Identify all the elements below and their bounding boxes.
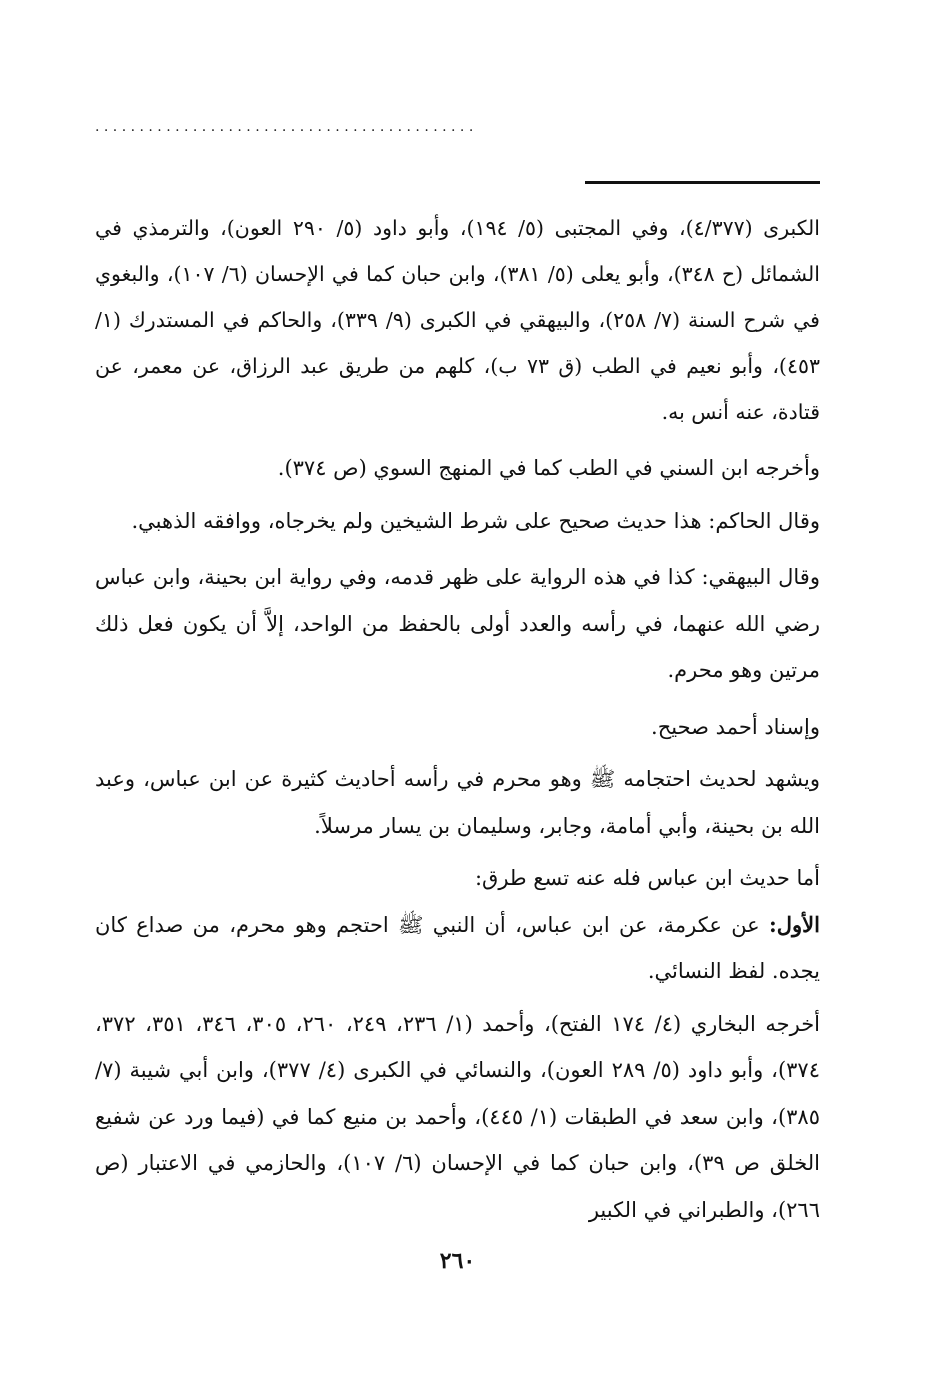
paragraph-takhrij: أخرجه البخاري (٤/ ١٧٤ الفتح)، وأحمد (١/ ٢٣٦، ٢٤٩، ٢٦٠، ٣٠٥، ٣٤٦، ٣٥١، ٣٧٢، ٣٧٤)، وأبو داود (٥/ ٢٨٩ العون)، والنسائي في الكبرى (٤/ ٣٧٧)، وابن أبي شيبة (٧/ ٣٨٥)، وابن سعد في الطبقات (١/ ٤٤٥)، وأحمد بن منيع كما في (فيما ورد عن شفيع الخلق ص ٣٩)، وابن حبان كما في الإحسان (٦/ ١٠٧)، والحازمي في الاعتبار (ص ٢٦٦)، والطبراني في الكبير [95, 1011, 821, 1222]
paragraph-bayhaqi: وقال البيهقي: كذا في هذه الرواية على ظهر قدمه، وفي رواية ابن بحينة، وابن عباس رضي الله عنهما، في رأسه والعدد أولى بالحفظ من الواحد، إلاَّ أن يكون فعل ذلك مرتين وهو محرم. [95, 565, 820, 682]
footnote-rule [585, 181, 820, 184]
page-body [95, 205, 820, 1233]
paragraph-ahmad-isnad: وإسناد أحمد صحيح. [651, 714, 820, 739]
paragraph-shawahid: ويشهد لحديث احتجامه ﷺ وهو محرم في رأسه أحاديث كثيرة عن ابن عباس، وعبد الله بن بحينة، وأبي أمامة، وجابر، وسليمان بن يسار مرسلاً. [95, 767, 820, 838]
first-route-label: الأول: [769, 911, 820, 937]
footnote-paragraph: الكبرى (٤/٣٧٧)، وفي المجتبى (٥/ ١٩٤)، وأبو داود (٥/ ٢٩٠ العون)، والترمذي في الشمائل (ح ٣٤٨)، وأبو يعلى (٥/ ٣٨١)، وابن حبان كما في الإحسان (٦/ ١٠٧)، والبغوي في شرح السنة (٧/ ٢٥٨)، والبيهقي في الكبرى (٩/ ٣٣٩)، والحاكم في المستدرك (١/ ٤٥٣)، وأبو نعيم في الطب (ق ٧٣ ب)، كلهم من طريق عبد الرزاق، عن معمر، عن قتادة، عنه أنس به. [95, 216, 820, 424]
paragraph-hakim: وقال الحاكم: هذا حديث صحيح على شرط الشيخين ولم يخرجاه، ووافقه الذهبي. [131, 508, 820, 533]
paragraph-first-route [95, 902, 820, 995]
page-number: ٢٦٠ [439, 1248, 476, 1274]
paragraph-ibn-sunni: وأخرجه ابن السني في الطب كما في المنهج السوي (ص ٣٧٤). [277, 456, 820, 480]
paragraph-ibn-abbas-routes: أما حديث ابن عباس فله عنه تسع طرق: [474, 866, 820, 890]
first-route-text: عن عكرمة، عن ابن عباس، أن النبي ﷺ احتجم وهو محرم، من صداع كان يجده. لفظ النسائي. [95, 912, 820, 983]
separator-dots: . . . . . . . . . . . . . . . . . . . . . . . . . . . . . . . . . . . . . . . . . . . [95, 120, 474, 134]
book-page [95, 0, 820, 1375]
